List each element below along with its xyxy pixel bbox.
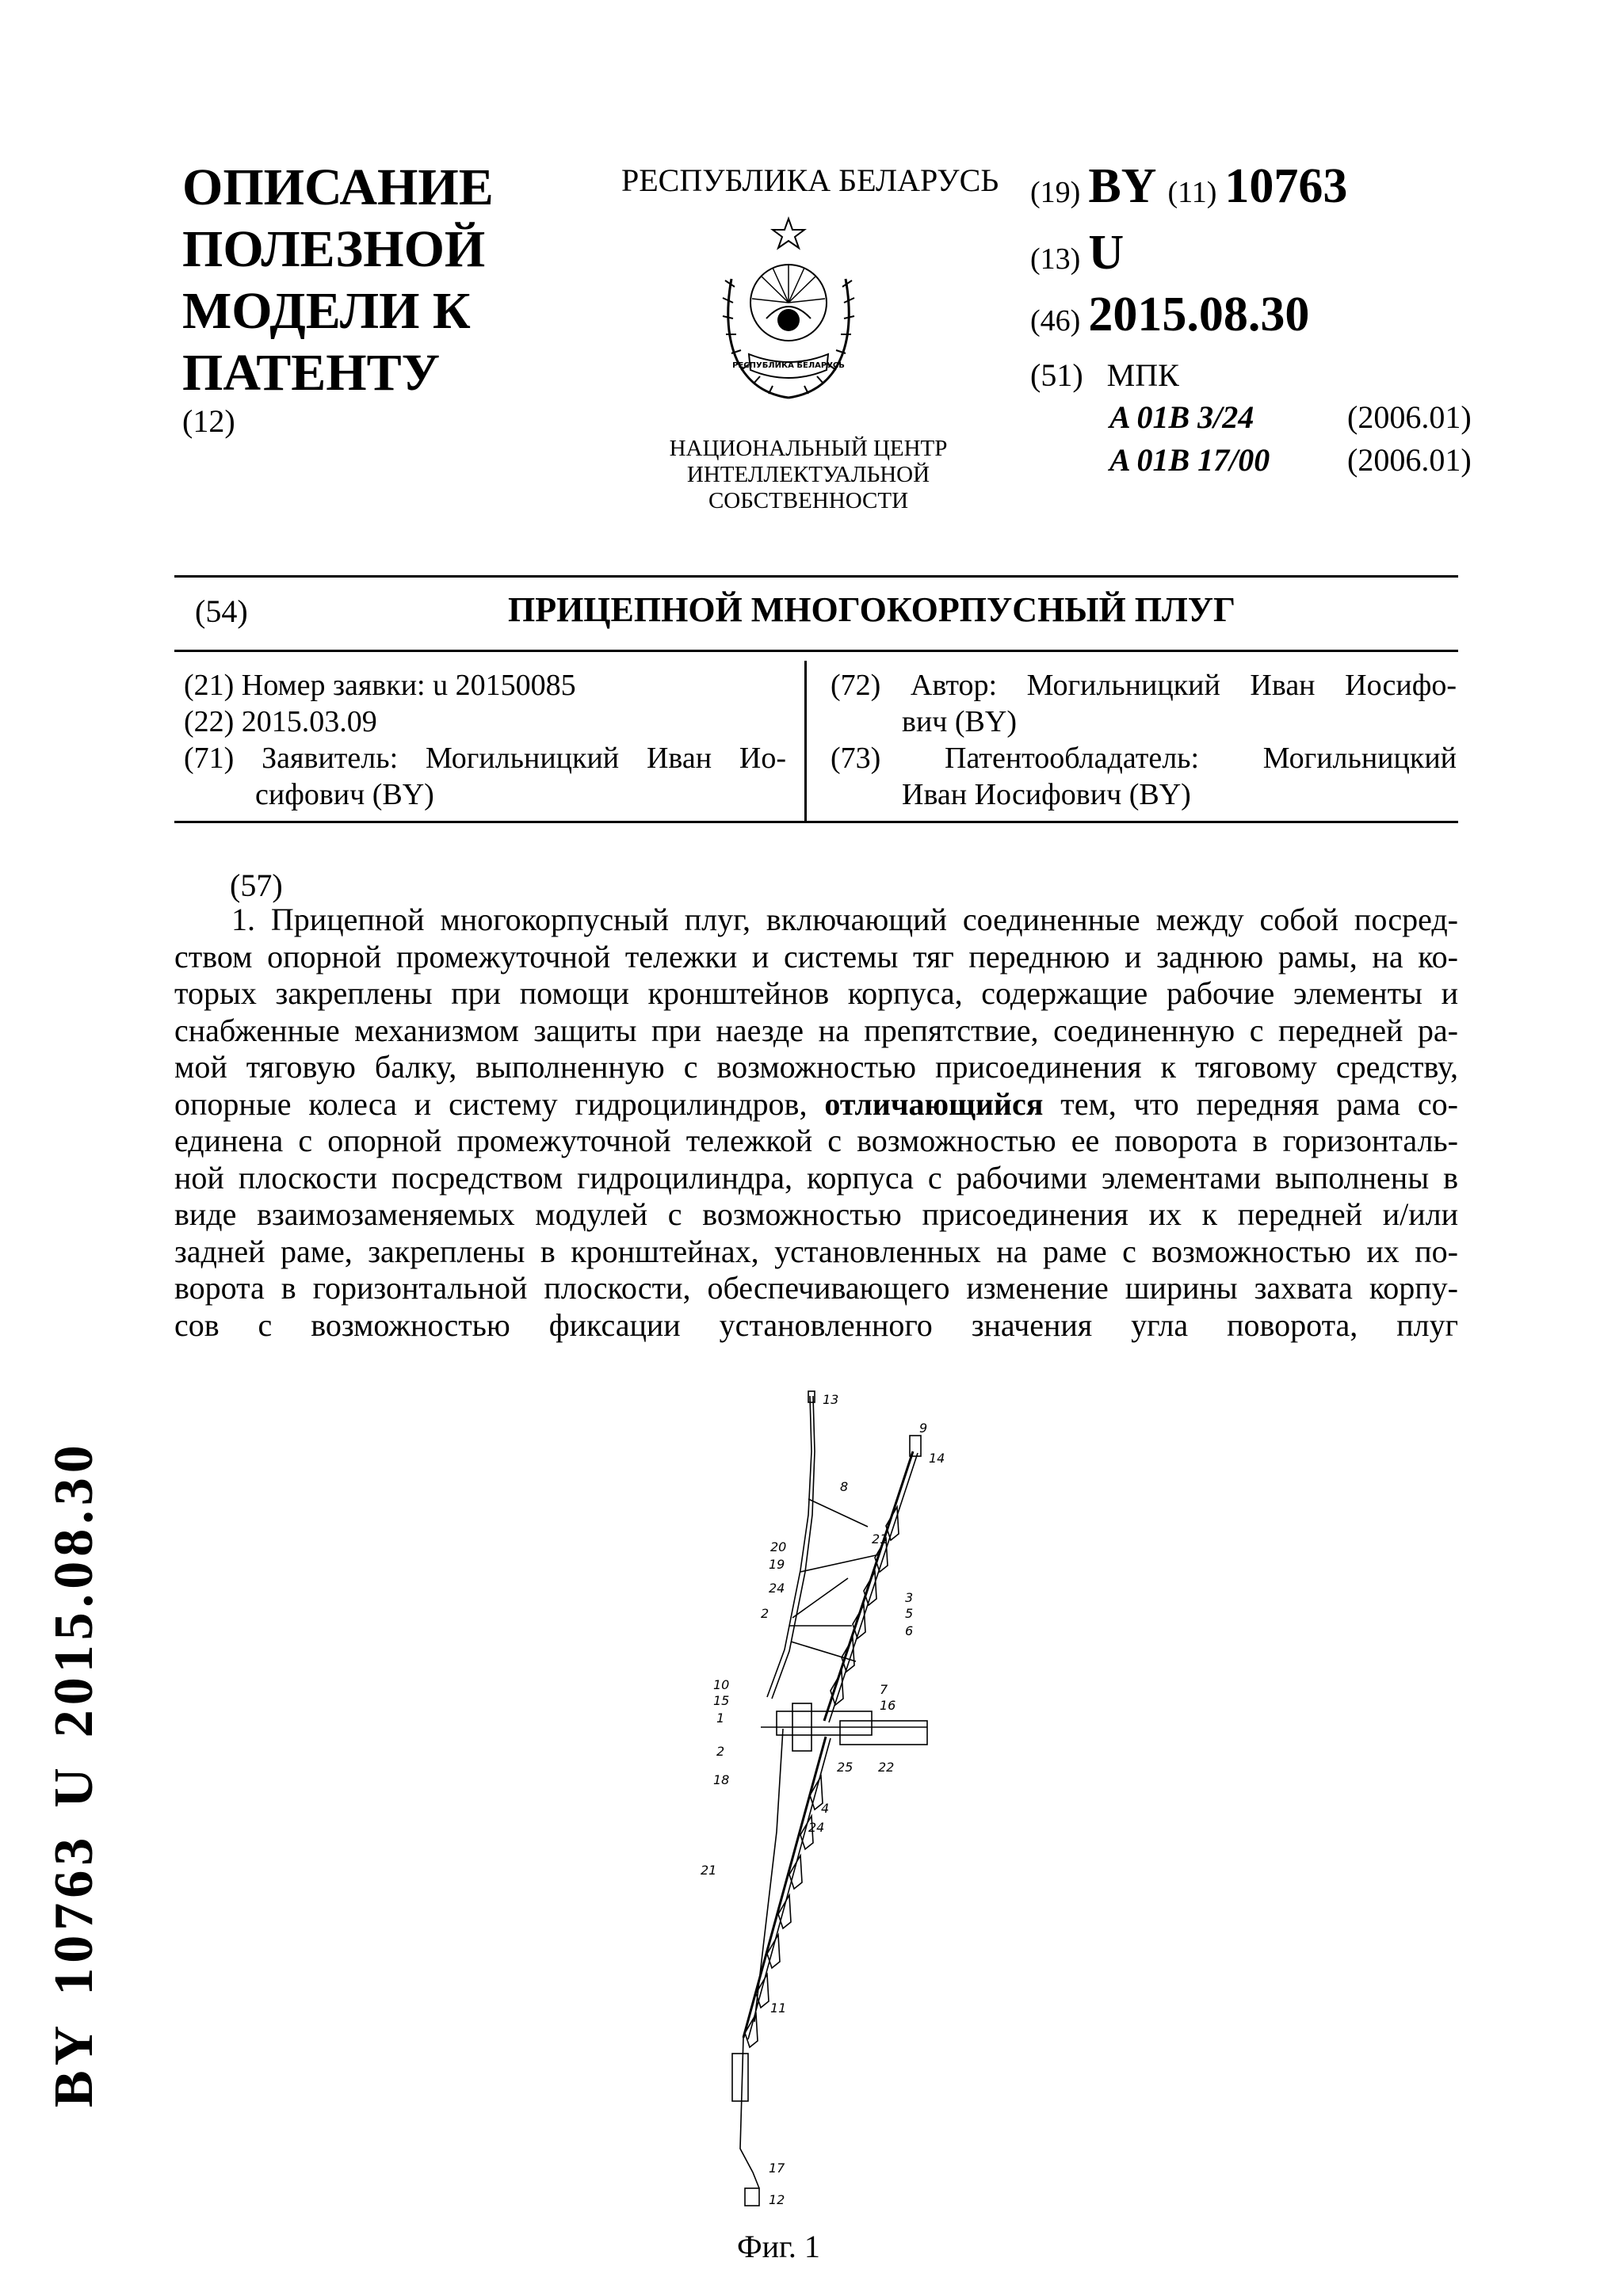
figure-label: 17 xyxy=(769,2161,785,2176)
ipc-class: A 01B 17/00 xyxy=(1109,442,1270,478)
figure-caption: Фиг. 1 xyxy=(737,2229,820,2264)
abstract-line: 1. Прицепной многокорпусный плуг, включающий соединенные между собой посред- xyxy=(231,902,1458,937)
field-22: (22) 2015.03.09 xyxy=(184,705,377,738)
figure-label: 13 xyxy=(823,1392,839,1407)
ipc-list xyxy=(1109,396,1472,482)
national-center-name xyxy=(650,436,967,514)
figure-label: 9 xyxy=(919,1421,928,1436)
title-line: ОПИСАНИЕ xyxy=(182,158,494,216)
title-line: ПАТЕНТУ xyxy=(182,344,441,402)
figure-label: 21 xyxy=(701,1863,717,1878)
center-line: СОБСТВЕННОСТИ xyxy=(708,488,909,513)
code-13: (13) xyxy=(1030,242,1081,276)
application-info-right xyxy=(831,667,1457,813)
publication-date: 2015.08.30 xyxy=(1088,288,1310,341)
figure-label: 18 xyxy=(713,1772,730,1787)
abstract-text-part: тем, что передняя рама со- xyxy=(1043,1085,1458,1122)
side-kind: U xyxy=(44,1763,105,1808)
abstract-line: ворота в горизонтальной плоскости, обеспечивающего изменение ширины захвата корпу- xyxy=(174,1270,1458,1306)
abstract-text xyxy=(174,902,1458,1344)
abstract-line: сов с возможностью фиксации установленного значения угла поворота, плуг xyxy=(174,1306,1458,1343)
ipc-row xyxy=(1030,357,1179,394)
ipc-version: (2006.01) xyxy=(1347,442,1472,478)
figure-label: 21 xyxy=(872,1531,888,1547)
abstract-line: ной плоскости посредством гидроцилиндра, корпуса с рабочими элементами выполнены в xyxy=(174,1159,1458,1196)
figure-label: 16 xyxy=(880,1698,896,1713)
figure-label: 11 xyxy=(770,2000,787,2016)
figure-label: 24 xyxy=(808,1820,825,1835)
abstract-line: задней раме, закреплены в кронштейнах, установленных на раме с возможностью их по- xyxy=(174,1233,1458,1269)
side-patent-identifier xyxy=(43,1415,106,2107)
republic-name: РЕСПУБЛИКА БЕЛАРУСЬ xyxy=(621,162,999,198)
abstract-line: торых закреплены при помощи кронштейнов корпуса, содержащие рабочие элементы и xyxy=(174,975,1458,1011)
field-71-cont: сифович (BY) xyxy=(255,778,434,811)
abstract-line: единена с опорной промежуточной тележкой с возможностью ее поворота в горизонталь- xyxy=(174,1123,1458,1158)
field-73-cont: Иван Иосифович (BY) xyxy=(902,778,1191,811)
field-73: (73) Патентообладатель: Могильницкий xyxy=(831,742,1457,775)
figure-label: 2 xyxy=(716,1744,725,1759)
title-line: ПОЛЕЗНОЙ xyxy=(182,220,486,278)
code-57: (57) xyxy=(230,868,283,903)
abstract-line: ством опорной промежуточной тележки и системы тяг переднюю и заднюю рамы, на ко- xyxy=(174,938,1458,974)
figure-label: 4 xyxy=(821,1801,830,1816)
figure-label: 2 xyxy=(761,1606,769,1621)
side-country: BY xyxy=(44,2020,105,2107)
code-46: (46) xyxy=(1030,304,1081,338)
ipc-version: (2006.01) xyxy=(1347,399,1472,435)
abstract-line: виде взаимозаменяемых модулей с возможностью присоединения их к передней и/или xyxy=(174,1196,1458,1232)
rule-top xyxy=(174,575,1458,578)
field-71: (71) Заявитель: Могильницкий Иван Ио- xyxy=(184,742,786,775)
figure-label: 12 xyxy=(769,2192,785,2207)
patent-number: 10763 xyxy=(1224,159,1348,213)
kind-row xyxy=(1030,225,1124,281)
figure-label: 1 xyxy=(716,1711,725,1726)
figure-label: 19 xyxy=(769,1557,785,1572)
document-title xyxy=(182,157,594,404)
figure-label: 24 xyxy=(769,1581,785,1596)
rule-bottom xyxy=(174,821,1458,823)
code-19: (19) xyxy=(1030,176,1081,209)
code-11: (11) xyxy=(1167,176,1217,209)
country-code: BY xyxy=(1088,159,1157,213)
figure-label: 15 xyxy=(713,1693,730,1708)
field-72-cont: вич (BY) xyxy=(902,705,1017,738)
country-number-row xyxy=(1030,158,1347,215)
figure-label: 5 xyxy=(905,1606,914,1621)
abstract-text-part: опорные колеса и систему гидроцилиндров, xyxy=(174,1085,825,1122)
side-date: 2015.08.30 xyxy=(44,1440,105,1738)
figure-label: 14 xyxy=(929,1451,945,1466)
abstract-line: снабженные механизмом защиты при наезде на препятствие, соединенную с передней ра- xyxy=(174,1012,1458,1048)
figure-label: 10 xyxy=(713,1677,730,1692)
code-54: (54) xyxy=(195,593,248,629)
figure-label: 8 xyxy=(840,1479,849,1494)
figure-label: 22 xyxy=(878,1760,895,1775)
plough-drawing-figure xyxy=(682,1388,945,2212)
column-divider xyxy=(804,661,807,821)
pub-date-row xyxy=(1030,287,1309,343)
application-info-left xyxy=(184,667,786,813)
figure-label: 20 xyxy=(770,1539,787,1554)
code-12: (12) xyxy=(182,403,235,439)
figure-label: 3 xyxy=(905,1590,914,1605)
figure-label: 7 xyxy=(880,1682,888,1697)
field-72: (72) Автор: Могильницкий Иван Иосифо- xyxy=(831,669,1457,702)
ipc-entry xyxy=(1109,396,1472,439)
center-line: ИНТЕЛЛЕКТУАЛЬНОЙ xyxy=(686,462,930,487)
figure-label: 25 xyxy=(837,1760,854,1775)
emblem-ribbon-text: РЕСПУБЛИКА БЕЛАРУСЬ xyxy=(732,361,845,370)
title-line: МОДЕЛИ К xyxy=(182,282,471,340)
abstract-line-6 xyxy=(174,1086,1458,1123)
center-line: НАЦИОНАЛЬНЫЙ ЦЕНТР xyxy=(669,436,948,461)
kind-code: U xyxy=(1088,226,1125,280)
state-emblem-icon xyxy=(717,215,860,406)
ipc-label: МПК xyxy=(1106,357,1179,393)
claim-keyword: отличающийся xyxy=(824,1085,1044,1122)
side-number: 10763 xyxy=(44,1833,105,1996)
rule-middle xyxy=(174,650,1458,652)
invention-title: ПРИЦЕПНОЙ МНОГОКОРПУСНЫЙ ПЛУГ xyxy=(507,590,1236,629)
ipc-class: A 01B 3/24 xyxy=(1109,399,1254,435)
code-51: (51) xyxy=(1030,357,1083,393)
ipc-entry xyxy=(1109,439,1472,482)
field-21: (21) Номер заявки: u 20150085 xyxy=(184,669,576,702)
figure-label: 6 xyxy=(905,1623,914,1638)
abstract-line: мой тяговую балку, выполненную с возможностью присоединения к тяговому средству, xyxy=(174,1049,1458,1085)
